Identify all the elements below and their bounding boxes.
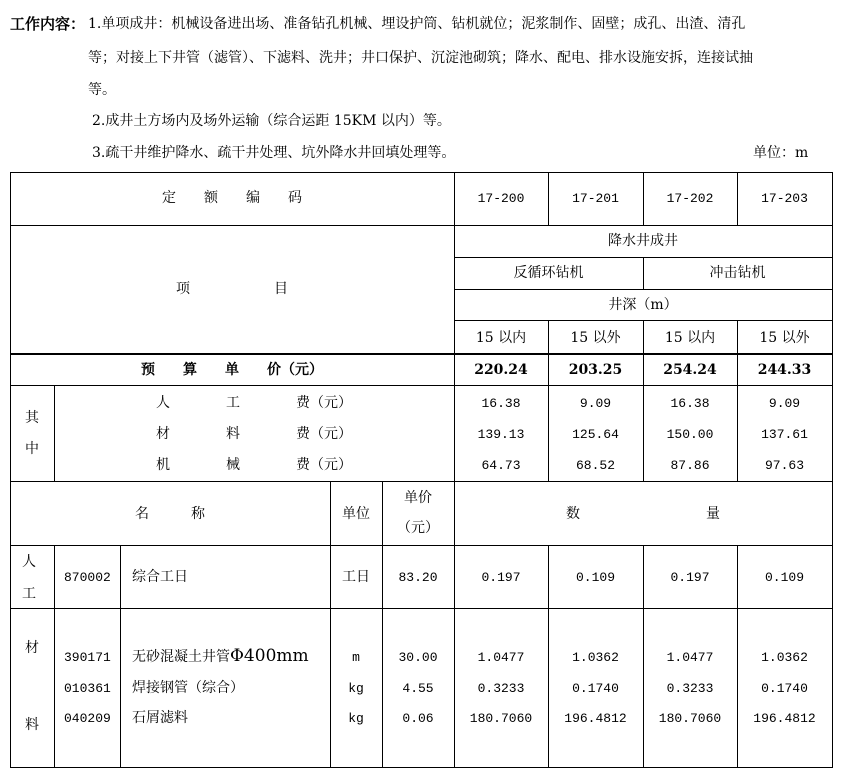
rule [10, 225, 833, 226]
quantity-column-header: 数 量 [566, 506, 720, 522]
quota-code: 17-200 [477, 191, 525, 206]
budget-price-label: 预 算 单 价（元） [141, 362, 323, 378]
unit-column-header: 单位 [342, 506, 370, 522]
resource-name [132, 648, 309, 665]
among-label: 其 [25, 410, 39, 426]
depth-range: 15 以内 [475, 330, 527, 346]
rule [10, 353, 833, 355]
budget-price: 244.33 [757, 362, 812, 378]
material-spec: Φ400mm [230, 646, 309, 666]
resource-price: 0.06 [402, 711, 434, 726]
rule [10, 172, 11, 768]
quota-code-label: 定 额 编 码 [162, 190, 302, 206]
resource-quantity: 180.7060 [469, 711, 533, 726]
resource-price: 4.55 [402, 681, 434, 696]
work-content-line1: 1.单项成井：机械设备进出场、准备钻孔机械、埋设护筒、钻机就位；泥浆制作、固壁；成孔、出渣、清孔 [88, 16, 746, 32]
resource-quantity: 0.3233 [477, 681, 525, 696]
labor-category: 人 [22, 554, 36, 570]
material-category: 料 [25, 717, 39, 733]
material-name: 无砂混凝土井管 [132, 649, 230, 665]
budget-price: 203.25 [568, 362, 623, 378]
resource-code: 870002 [64, 570, 111, 585]
material-fee: 139.13 [477, 427, 525, 442]
price-column-header-unit: （元） [397, 520, 439, 536]
quota-code: 17-201 [572, 191, 619, 206]
material-fee: 137.61 [761, 427, 808, 442]
price-column-header: 单价 [404, 490, 432, 506]
resource-quantity: 0.1740 [761, 681, 808, 696]
resource-code: 390171 [64, 650, 111, 665]
labor-fee: 9.09 [579, 396, 612, 411]
labor-fee: 16.38 [670, 396, 710, 411]
work-content-line3: 等。 [88, 82, 116, 98]
resource-quantity: 1.0477 [666, 650, 714, 665]
quota-code: 17-203 [761, 191, 808, 206]
resource-name: 石屑滤料 [132, 710, 188, 726]
machine-fee-label: 机 械 费（元） [156, 457, 352, 473]
subgroup-reverse-circulation: 反循环钻机 [513, 265, 584, 281]
depth-range: 15 以内 [664, 330, 716, 346]
work-content-item2: 2.成井土方场内及场外运输（综合运距 15KM 以内）等。 [92, 113, 451, 129]
subgroup-percussion: 冲击钻机 [709, 265, 766, 281]
resource-code: 040209 [64, 711, 111, 726]
resource-quantity: 0.109 [575, 570, 615, 585]
machine-fee: 68.52 [575, 458, 615, 473]
item-label: 项 目 [176, 281, 288, 297]
rule [10, 767, 833, 768]
material-fee: 125.64 [572, 427, 619, 442]
resource-quantity: 0.1740 [572, 681, 619, 696]
material-fee-label: 材 料 费（元） [156, 426, 352, 442]
budget-price: 220.24 [474, 362, 528, 378]
resource-unit: kg [348, 681, 364, 696]
resource-name: 焊接钢管（综合） [132, 680, 244, 696]
budget-price: 254.24 [663, 362, 717, 378]
rule [10, 481, 833, 482]
rule [10, 385, 833, 386]
labor-fee: 16.38 [481, 396, 521, 411]
resource-quantity: 180.7060 [658, 711, 722, 726]
resource-quantity: 0.3233 [666, 681, 714, 696]
among-label: 中 [25, 441, 39, 457]
rule [832, 172, 833, 768]
unit-label: 单位：m [753, 145, 809, 161]
name-column-header: 名 称 [135, 506, 205, 522]
labor-fee-label: 人 工 费（元） [156, 395, 352, 411]
rule [454, 289, 833, 290]
quota-code: 17-202 [666, 191, 714, 206]
resource-price: 30.00 [398, 650, 438, 665]
depth-label: 井深（m） [608, 297, 678, 313]
depth-range: 15 以外 [759, 330, 810, 346]
rule [54, 545, 55, 768]
resource-unit: 工日 [342, 569, 370, 585]
work-content-item3: 3.疏干井维护降水、疏干井处理、坑外降水井回填处理等。 [92, 145, 456, 161]
resource-quantity: 1.0362 [761, 650, 808, 665]
labor-category: 工 [22, 586, 36, 602]
resource-quantity: 196.4812 [564, 711, 627, 726]
material-fee: 150.00 [666, 427, 714, 442]
resource-quantity: 1.0362 [572, 650, 619, 665]
resource-quantity: 196.4812 [753, 711, 816, 726]
machine-fee: 97.63 [764, 458, 804, 473]
resource-unit: kg [348, 711, 364, 726]
work-content-label: 工作内容： [10, 15, 86, 33]
resource-unit: m [352, 650, 360, 665]
work-content-line2: 等；对接上下井管（滤管）、下滤料、洗井；井口保护、沉淀池砌筑；降水、配电、排水设施安拆，连接试抽 [88, 50, 753, 66]
resource-name: 综合工日 [132, 569, 188, 585]
machine-fee: 64.73 [481, 458, 521, 473]
resource-code: 010361 [64, 681, 111, 696]
rule [10, 608, 833, 609]
resource-quantity: 1.0477 [477, 650, 525, 665]
machine-fee: 87.86 [670, 458, 710, 473]
resource-price: 83.20 [398, 570, 438, 585]
rule [120, 545, 121, 768]
group-title: 降水井成井 [608, 233, 678, 249]
resource-quantity: 0.197 [481, 570, 521, 585]
labor-fee: 9.09 [768, 396, 801, 411]
material-category: 材 [25, 640, 39, 656]
rule [10, 545, 833, 546]
depth-range: 15 以外 [570, 330, 621, 346]
rule [10, 172, 833, 173]
resource-quantity: 0.109 [764, 570, 804, 585]
resource-quantity: 0.197 [670, 570, 710, 585]
